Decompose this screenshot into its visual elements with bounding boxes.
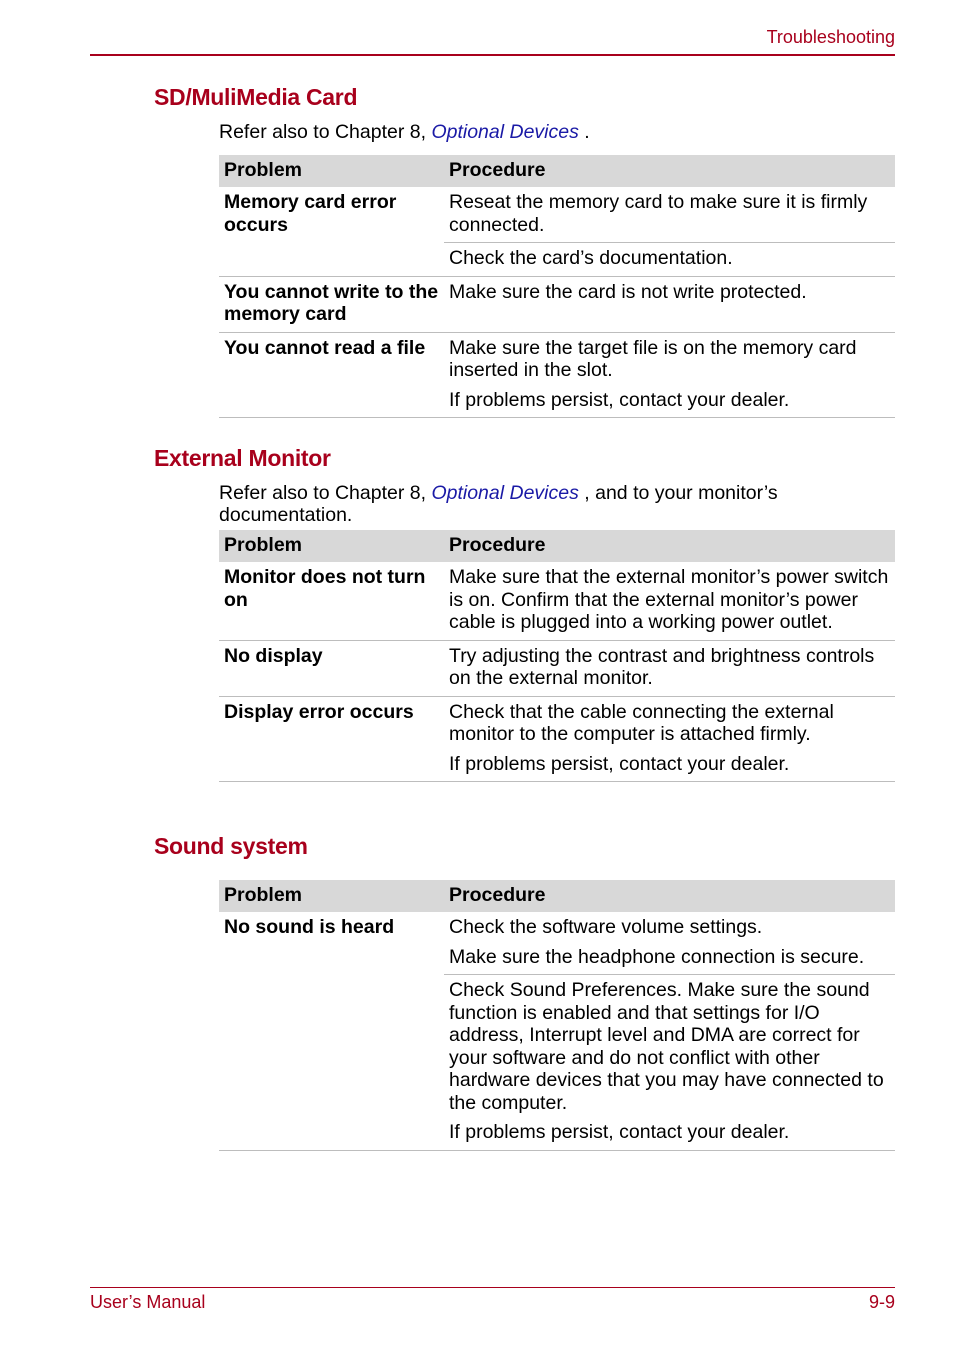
problem-cell: You cannot read a file: [219, 332, 444, 418]
section-title-external-monitor: External Monitor: [154, 445, 331, 471]
procedure-cell: Check the card’s documentation.: [444, 243, 895, 277]
table-row: [219, 696, 895, 782]
column-header-problem: Problem: [219, 530, 444, 562]
problem-cell: Monitor does not turn on: [219, 562, 444, 640]
procedure-cell: Make sure the card is not write protected.: [444, 276, 895, 332]
footer-divider: [90, 1287, 895, 1288]
procedure-cell: Try adjusting the contrast and brightness controls on the external monitor.: [444, 640, 895, 696]
problem-cell: Display error occurs: [219, 696, 444, 782]
footer-manual-title: User’s Manual: [90, 1292, 206, 1312]
table-row: [219, 912, 895, 975]
sd-card-table: [219, 155, 895, 418]
section-title-sound-system: Sound system: [154, 833, 308, 859]
procedure-cell: Make sure that the external monitor’s power switch is on. Confirm that the external monitor’s power cable is plugged into a working power outlet.: [444, 562, 895, 640]
procedure-cell: Check Sound Preferences. Make sure the sound function is enabled and that settings for I/O address, Interrupt level and DMA are correct for your software and do not conflict with other hardware devices that you may have connected to the computer. If problems persist, contact your dealer.: [444, 975, 895, 1151]
column-header-problem: Problem: [219, 155, 444, 187]
column-header-procedure: Procedure: [444, 880, 895, 912]
table-header-row: [219, 530, 895, 562]
problem-cell: No sound is heard: [219, 912, 444, 1150]
procedure-cell: Reseat the memory card to make sure it is firmly connected.: [444, 187, 895, 243]
table-row: [219, 640, 895, 696]
table-row: [219, 332, 895, 418]
section-title-sd-card: SD/MuliMedia Card: [154, 84, 358, 110]
procedure-cell: Make sure the target file is on the memory card inserted in the slot. If problems persist, contact your dealer.: [444, 332, 895, 418]
table-row: [219, 276, 895, 332]
intro-sd-card: Refer also to Chapter 8, Optional Devices .: [219, 121, 590, 143]
problem-cell: You cannot write to the memory card: [219, 276, 444, 332]
table-header-row: [219, 155, 895, 187]
table-row: [219, 562, 895, 640]
column-header-procedure: Procedure: [444, 530, 895, 562]
problem-cell: Memory card error occurs: [219, 187, 444, 276]
table-row: [219, 187, 895, 243]
header-divider: [90, 54, 895, 56]
procedure-cell: Check that the cable connecting the external monitor to the computer is attached firmly. If problems persist, contact your dealer.: [444, 696, 895, 782]
intro-external-monitor: Refer also to Chapter 8, Optional Devices , and to your monitor’s documentation.: [219, 482, 778, 526]
optional-devices-link[interactable]: Optional Devices: [431, 482, 579, 504]
column-header-procedure: Procedure: [444, 155, 895, 187]
procedure-cell: Check the software volume settings. Make sure the headphone connection is secure.: [444, 912, 895, 975]
sound-system-table: [219, 880, 895, 1151]
page-number: 9-9: [868, 1292, 895, 1312]
column-header-problem: Problem: [219, 880, 444, 912]
optional-devices-link[interactable]: Optional Devices: [431, 121, 579, 143]
running-header: Troubleshooting: [766, 27, 895, 47]
problem-cell: No display: [219, 640, 444, 696]
external-monitor-table: [219, 530, 895, 782]
table-header-row: [219, 880, 895, 912]
